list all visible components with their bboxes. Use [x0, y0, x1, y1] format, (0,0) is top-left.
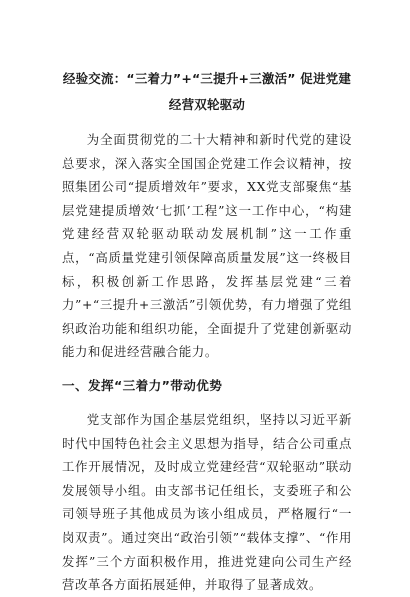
document-title: 经验交流：“三着力”+“三提升+三激活” 促进党建经营双轮驱动 [62, 71, 352, 112]
section-1-paragraph: 党支部作为国企基层党组织，坚持以习近平新时代中国特色社会主义思想为指导，结合公司重点工作开展情况，及时成立党建经营“双轮驱动”联动发展领导小组。由支部书记任组长，支委班子和公司领导班子其他成员为该小组成员，严格履行“一岗双责”。通过突出“政治引领”“载体支撑”、“作用发挥”三个方面积极作用，推进党建向公司生产经营改革各方面拓展延伸，并取得了显著成效。 [62, 411, 352, 593]
intro-paragraph: 为全面贯彻党的二十大精神和新时代党的建设总要求，深入落实全国国企党建工作会议精神，按照集团公司“提质增效年”要求，XX党支部聚焦“基层党建提质增效‘七抓’工程”这一工作中心，“构建党建经营双轮驱动联动发展机制”这一工作重点，“高质量党建引领保障高质量发展”这一终极目标，积极创新工作思路，发挥基层党建“三着力”+“三提升+三激活”引领优势，有力增强了党组织政治功能和组织功能，全面提升了党建创新驱动能力和促进经营融合能力。 [62, 132, 352, 360]
section-1-heading: 一、发挥“三着力”带动优势 [62, 377, 223, 393]
